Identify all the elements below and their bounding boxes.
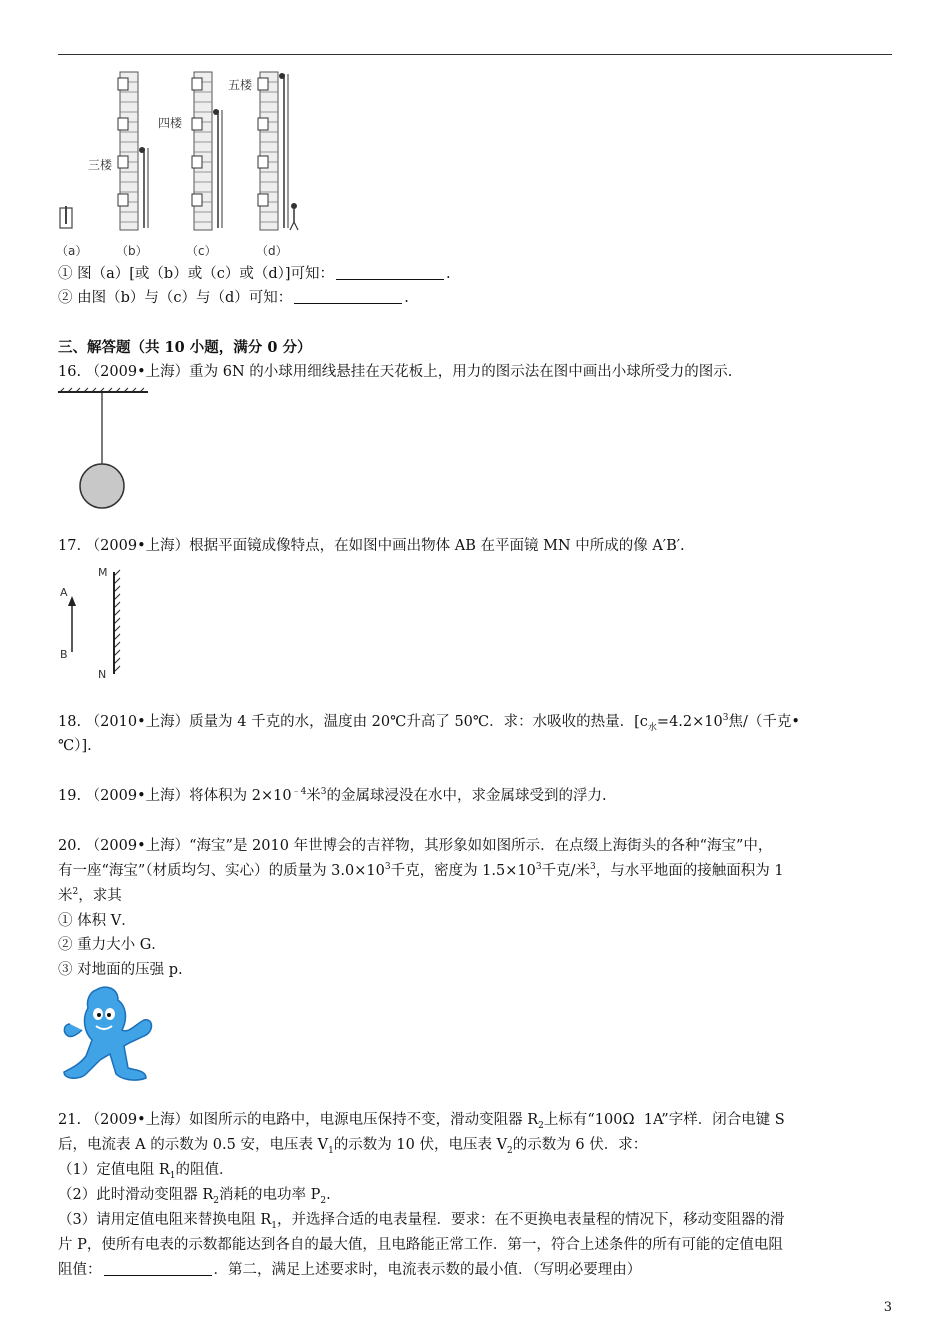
haibao-mascot-image (56, 984, 156, 1084)
q15-line1: ① 图（a）[或（b）或（c）或（d）]可知： . (58, 266, 451, 282)
panel-label-a: （a） (56, 244, 88, 258)
q15-line2: ② 由图（b）与（c）与（d）可知： . (58, 290, 409, 306)
panel-label-b: （b） (116, 244, 148, 258)
floor-label-3: 三楼 (88, 158, 113, 172)
tube-a (60, 206, 72, 228)
answer-blank[interactable] (294, 289, 402, 304)
label-A: A (60, 586, 68, 599)
q20-line2: 有一座“海宝”（材质均匀、实心）的质量为 $3.0\times 10^3$千克，密度为 $1.5\times 10^3$千克/米$^3$，与水平地面的接触面积为 1 (58, 862, 784, 879)
q21-line1: 21. （2009•上海）如图所示的电路中，电源电压保持不变，滑动变阻器 $R_2$上标有“100Ω 1A”字样．闭合电键 S (58, 1112, 785, 1131)
panel-label-c: （c） (186, 244, 217, 258)
q21-line3: （1）定值电阻 $R_1$的阻值． (58, 1162, 234, 1181)
page-number: 3 (883, 1300, 892, 1315)
q20-item-3: ③ 对地面的压强 p. (58, 962, 183, 978)
q21-line4: （2）此时滑动变阻器 $R_2$消耗的电功率 $P_2$. (58, 1187, 331, 1206)
q20-line1: 20. （2009•上海）“海宝”是 2010 年世博会的吉祥物，其形象如如图所示．在点缀上海街头的各种“海宝”中， (58, 838, 773, 854)
q21-line6: 片 P，使所有电表的示数都能达到各自的最大值，且电路能正常工作．第一，符合上述条件的所有可能的定值电阻 (58, 1237, 783, 1253)
ball (80, 464, 124, 508)
building-c (192, 72, 222, 230)
section-title: 三、解答题（共 10 小题，满分 0 分） (58, 339, 312, 356)
q16-figure (58, 388, 158, 512)
q20-line3: 米$^2$，求其 (58, 887, 122, 904)
label-B: B (60, 648, 68, 661)
q20-item-2: ② 重力大小 G． (58, 937, 166, 953)
floor-label-4: 四楼 (158, 116, 183, 130)
q15-figure (58, 66, 308, 236)
building-d (258, 72, 298, 230)
label-M: M (98, 566, 108, 579)
q21-line2: 后，电流表 A 的示数为 0.5 安，电压表 $V_1$的示数为 10 伏，电压表 $V_2$的示数为 6 伏．求： (58, 1137, 648, 1156)
building-b (118, 72, 148, 230)
q17-text: 17. （2009•上海）根据平面镜成像特点，在如图中画出物体 AB 在平面镜 MN 中所成的像 A′B′. (58, 538, 685, 554)
q18-line2: ℃）]. (58, 738, 92, 754)
q21-line7: 阻值： ．第二，满足上述要求时，电流表示数的最小值．（写明必要理由） (58, 1262, 642, 1278)
answer-blank[interactable] (104, 1261, 212, 1276)
q18-line1: 18. （2010•上海）质量为 4 千克的水，温度由 20℃升高了 50℃．求：水吸收的热量．[$c_水=4.2\times 10^3$焦/（千克• (58, 713, 800, 733)
panel-label-d: （d） (256, 244, 288, 258)
answer-blank[interactable] (336, 265, 444, 280)
q16-text: 16. （2009•上海）重为 6N 的小球用细线悬挂在天花板上，用力的图示法在图中画出小球所受力的图示. (58, 364, 733, 380)
floor-label-5: 五楼 (228, 78, 253, 92)
q21-line5: （3）请用定值电阻来替换电阻 $R_1$，并选择合适的电表量程．要求：在不更换电表量程的情况下，移动变阻器的滑 (58, 1212, 785, 1231)
q19-text: 19. （2009•上海）将体积为 $2\times 10^{﹣4}$米$^3$的金属球浸没在水中，求金属球受到的浮力. (58, 787, 607, 804)
label-N: N (98, 668, 107, 681)
header-rule (58, 54, 892, 55)
q20-item-1: ① 体积 V． (58, 913, 136, 929)
